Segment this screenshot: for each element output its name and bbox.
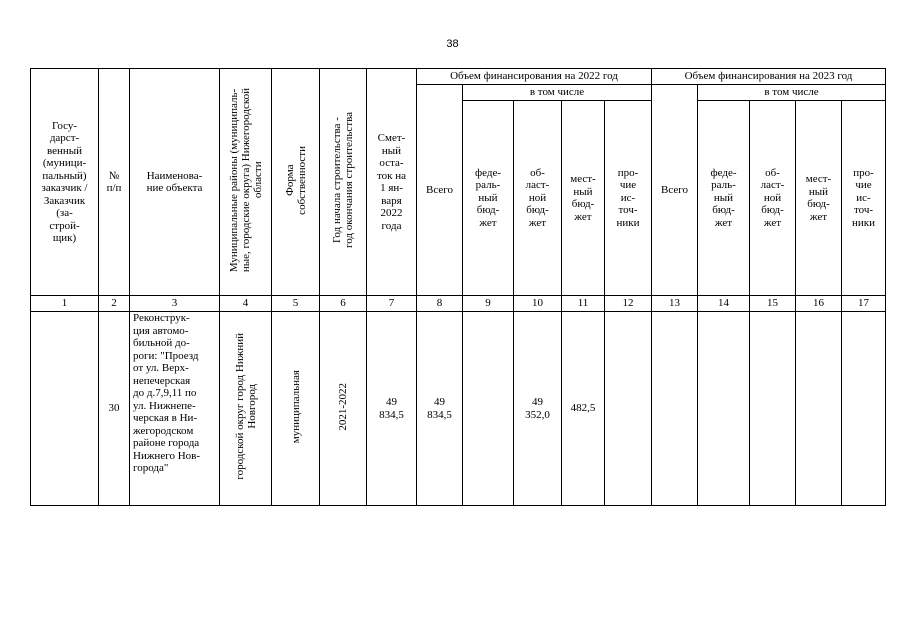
table-row [31,312,886,506]
column-number: 10 [514,296,562,312]
column-number: 16 [796,296,842,312]
column-number: 15 [750,296,796,312]
column-number: 6 [320,296,367,312]
header-construction-years: Год начала строительства - год окончания строительства [320,69,367,296]
column-number: 13 [652,296,698,312]
column-number: 4 [220,296,272,312]
header-financing-2023: Объем финансирования на 2023 год [652,69,886,85]
cell-regional-2023 [750,312,796,506]
cell-object-name: Реконструк- ция автомо- бильной до- роги: "Проезд от ул. Верх- непечерская до д.7,9,11 по ул. Нижнепе- черская в Ни- жегородском районе города Нижнего Нов- города" [130,312,220,506]
header-federal-2023: феде- раль- ный бюд- жет [698,101,750,296]
cell-regional-2022: 49 352,0 [514,312,562,506]
column-number: 5 [272,296,320,312]
cell-local-2022: 482,5 [562,312,605,506]
header-federal-2022: феде- раль- ный бюд- жет [463,101,514,296]
header-local-2023: мест- ный бюд- жет [796,101,842,296]
column-number: 9 [463,296,514,312]
header-including-2023: в том числе [698,85,886,101]
column-number: 8 [417,296,463,312]
column-number: 11 [562,296,605,312]
header-district: Муниципальные районы (муниципаль- ные, городские округа) Нижегородской области [220,69,272,296]
header-customer: Госу- дарст- венный (муници- пальный) заказчик / Заказчик (за- строй- щик) [31,69,99,296]
header-total-2023: Всего [652,85,698,296]
header-other-2022: про- чие ис- точ- ники [605,101,652,296]
column-number: 1 [31,296,99,312]
header-regional-2023: об- ласт- ной бюд- жет [750,101,796,296]
column-number: 12 [605,296,652,312]
header-including-2022: в том числе [463,85,652,101]
page-number: 38 [446,38,459,50]
header-number: № п/п [99,69,130,296]
cell-total-2022: 49 834,5 [417,312,463,506]
cell-estimate-balance: 49 834,5 [367,312,417,506]
header-ownership: Форма собственности [272,69,320,296]
cell-construction-years: 2021-2022 [320,312,367,506]
cell-federal-2023 [698,312,750,506]
column-number-row [31,296,886,312]
cell-ownership: муниципальная [272,312,320,506]
cell-district: городской округ город Нижний Новгород [220,312,272,506]
cell-other-2022 [605,312,652,506]
header-financing-2022: Объем финансирования на 2022 год [417,69,652,85]
header-object-name: Наименова- ние объекта [130,69,220,296]
header-local-2022: мест- ный бюд- жет [562,101,605,296]
cell-other-2023 [842,312,886,506]
column-number: 14 [698,296,750,312]
header-total-2022: Всего [417,85,463,296]
column-number: 3 [130,296,220,312]
financing-table [30,68,886,506]
cell-total-2023 [652,312,698,506]
cell-federal-2022 [463,312,514,506]
cell-customer [31,312,99,506]
column-number: 7 [367,296,417,312]
cell-local-2023 [796,312,842,506]
header-other-2023: про- чие ис- точ- ники [842,101,886,296]
cell-number: 30 [99,312,130,506]
header-regional-2022: об- ласт- ной бюд- жет [514,101,562,296]
column-number: 2 [99,296,130,312]
header-estimate-balance: Смет- ный оста- ток на 1 ян- варя 2022 года [367,69,417,296]
column-number: 17 [842,296,886,312]
